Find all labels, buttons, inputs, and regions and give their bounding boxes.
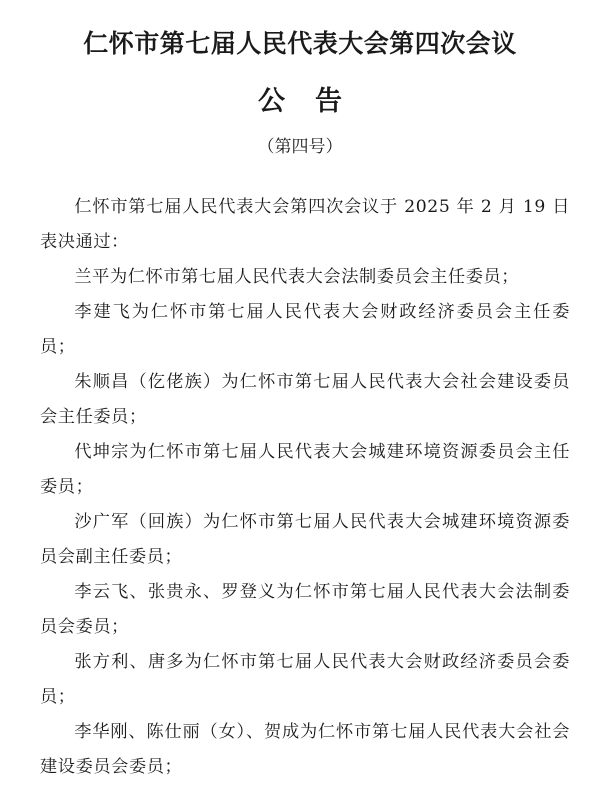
intro-paragraph: 仁怀市第七届人民代表大会第四次会议于 2025 年 2 月 19 日表决通过： xyxy=(40,197,570,252)
document-subtitle: 公告 xyxy=(258,86,372,117)
appointment-paragraph: 沙广军（回族）为仁怀市第七届人民代表大会城建环境资源委员会副主任委员； xyxy=(40,512,570,567)
appointment-paragraph: 张方利、唐多为仁怀市第七届人民代表大会财政经济委员会委员； xyxy=(40,652,570,707)
appointment-paragraph: 代坤宗为仁怀市第七届人民代表大会城建环境资源委员会主任委员； xyxy=(40,442,570,497)
announcement-body xyxy=(40,190,570,785)
appointment-paragraph: 李云飞、张贵永、罗登义为仁怀市第七届人民代表大会法制委员会委员； xyxy=(40,582,570,637)
appointment-paragraph: 李华刚、陈仕丽（女）、贺成为仁怀市第七届人民代表大会社会建设委员会委员； xyxy=(40,722,570,777)
document-title: 仁怀市第七届人民代表大会第四次会议 xyxy=(83,29,517,58)
appointment-paragraph: 朱顺昌（仡佬族）为仁怀市第七届人民代表大会社会建设委员会主任委员； xyxy=(40,372,570,427)
appointment-paragraph: 兰平为仁怀市第七届人民代表大会法制委员会主任委员； xyxy=(74,267,520,287)
document-number: （第四号） xyxy=(257,137,343,157)
appointment-paragraph: 李建飞为仁怀市第七届人民代表大会财政经济委员会主任委员； xyxy=(40,302,570,357)
